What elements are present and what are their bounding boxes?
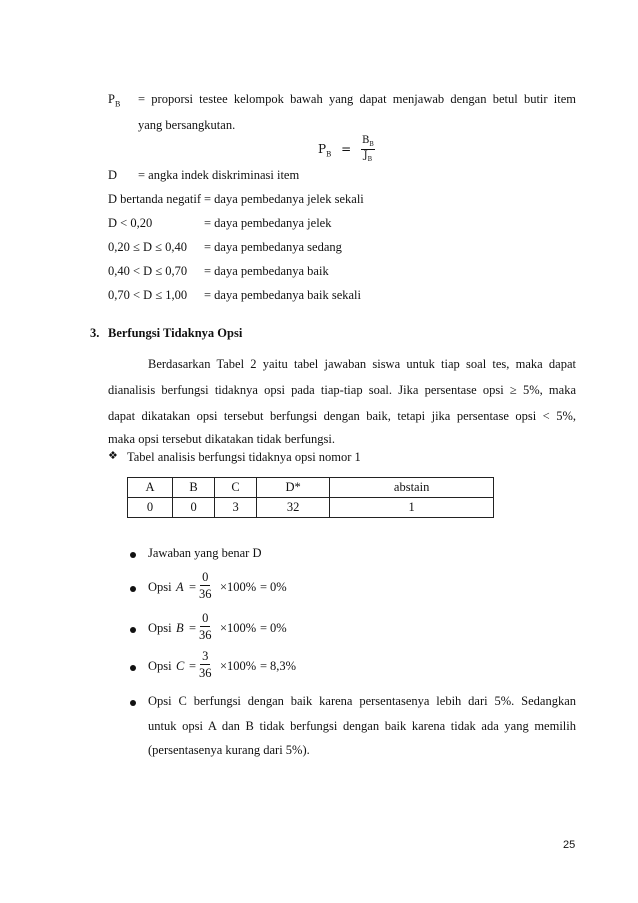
pb-symbol: $P_B$ — [108, 92, 121, 109]
formula-variable: A — [176, 580, 184, 594]
formula-variable: B — [176, 621, 184, 635]
table-cell: 3 — [215, 498, 257, 518]
bullet-icon — [130, 586, 136, 592]
bullet-icon — [130, 627, 136, 633]
formula-result: 8,3% — [270, 659, 297, 673]
criteria-meaning: = daya pembedanya jelek sekali — [204, 192, 364, 206]
diamond-bullet-icon: ❖ — [108, 449, 118, 462]
table-row — [128, 498, 494, 518]
formula-multiplier: ×100% — [220, 659, 257, 673]
formula-multiplier: ×100% — [220, 580, 257, 594]
criteria-meaning: = daya pembedanya baik sekali — [204, 288, 361, 302]
d-symbol: D — [108, 168, 118, 182]
table-header-cell: C — [215, 478, 257, 498]
formula-variable: C — [176, 659, 185, 673]
conclusion-line: Opsi C berfungsi dengan baik karena persentasenya lebih dari 5%. Sedangkan — [148, 694, 576, 708]
section-number: 3. — [90, 326, 100, 340]
table-caption: Tabel analisis berfungsi tidaknya opsi nomor 1 — [127, 450, 361, 464]
table-header-cell: A — [128, 478, 173, 498]
pb-definition-line2: yang bersangkutan. — [138, 118, 236, 132]
table-cell: 32 — [257, 498, 330, 518]
table-cell: 0 — [128, 498, 173, 518]
formula-equals: = — [260, 580, 268, 594]
options-table — [127, 477, 494, 518]
paragraph-line: dianalisis berfungsi tidaknya opsi pada tiap-tiap soal. Jika persentase opsi ≥ 5%, maka — [108, 383, 576, 397]
correct-answer: Jawaban yang benar D — [148, 546, 262, 560]
formula-equals: = — [260, 621, 268, 635]
table-header-cell: abstain — [330, 478, 494, 498]
formula-fraction: $\frac{0}{36}$ — [199, 611, 212, 642]
bullet-icon — [130, 700, 136, 706]
criteria-condition: D < 0,20 — [108, 216, 153, 230]
table-header-cell: D* — [257, 478, 330, 498]
criteria-condition: D bertanda negatif — [108, 192, 202, 206]
formula-label: Opsi — [148, 621, 172, 635]
formula-fraction: $\frac{3}{36}$ — [199, 649, 212, 680]
criteria-condition: 0,20 ≤ D ≤ 0,40 — [108, 240, 187, 254]
formula-result: 0% — [270, 621, 287, 635]
table-header-row — [128, 478, 494, 498]
pb-formula: $P_B$ = $\frac{B_B}{J_B}$ — [318, 135, 374, 163]
criteria-meaning: = daya pembedanya baik — [204, 264, 329, 278]
formula-equals: = — [189, 621, 197, 635]
bullet-icon — [130, 665, 136, 671]
table-cell: 0 — [173, 498, 215, 518]
criteria-meaning: = daya pembedanya sedang — [204, 240, 342, 254]
page-number: 25 — [563, 839, 576, 851]
table-cell: 1 — [330, 498, 494, 518]
paragraph-line: dapat dikatakan opsi tersebut berfungsi dengan baik, tetapi jika persentase opsi < 5%, — [108, 409, 576, 423]
bullet-icon — [130, 552, 136, 558]
section-title: Berfungsi Tidaknya Opsi — [108, 326, 243, 340]
criteria-condition: 0,40 < D ≤ 0,70 — [108, 264, 188, 278]
paragraph-line: Berdasarkan Tabel 2 yaitu tabel jawaban siswa untuk tiap soal tes, maka dapat — [148, 357, 576, 371]
criteria-meaning: = daya pembedanya jelek — [204, 216, 332, 230]
conclusion-line: (persentasenya kurang dari 5%). — [148, 743, 310, 757]
formula-fraction: $\frac{0}{36}$ — [199, 570, 212, 601]
formula-multiplier: ×100% — [220, 621, 257, 635]
criteria-condition: 0,70 < D ≤ 1,00 — [108, 288, 188, 302]
table-header-cell: B — [173, 478, 215, 498]
formula-equals: = — [189, 580, 197, 594]
formula-label: Opsi — [148, 659, 172, 673]
paragraph-line: maka opsi tersebut dikatakan tidak berfungsi. — [108, 432, 336, 446]
formula-result: 0% — [270, 580, 287, 594]
formula-label: Opsi — [148, 580, 172, 594]
formula-equals: = — [189, 659, 197, 673]
d-definition: = angka indek diskriminasi item — [138, 168, 300, 182]
conclusion-line: untuk opsi A dan B tidak berfungsi dengan baik karena tidak ada yang memilih — [148, 719, 576, 733]
formula-equals: = — [260, 659, 268, 673]
pb-definition-line1: = proporsi testee kelompok bawah yang dapat menjawab dengan betul butir item — [138, 92, 576, 106]
